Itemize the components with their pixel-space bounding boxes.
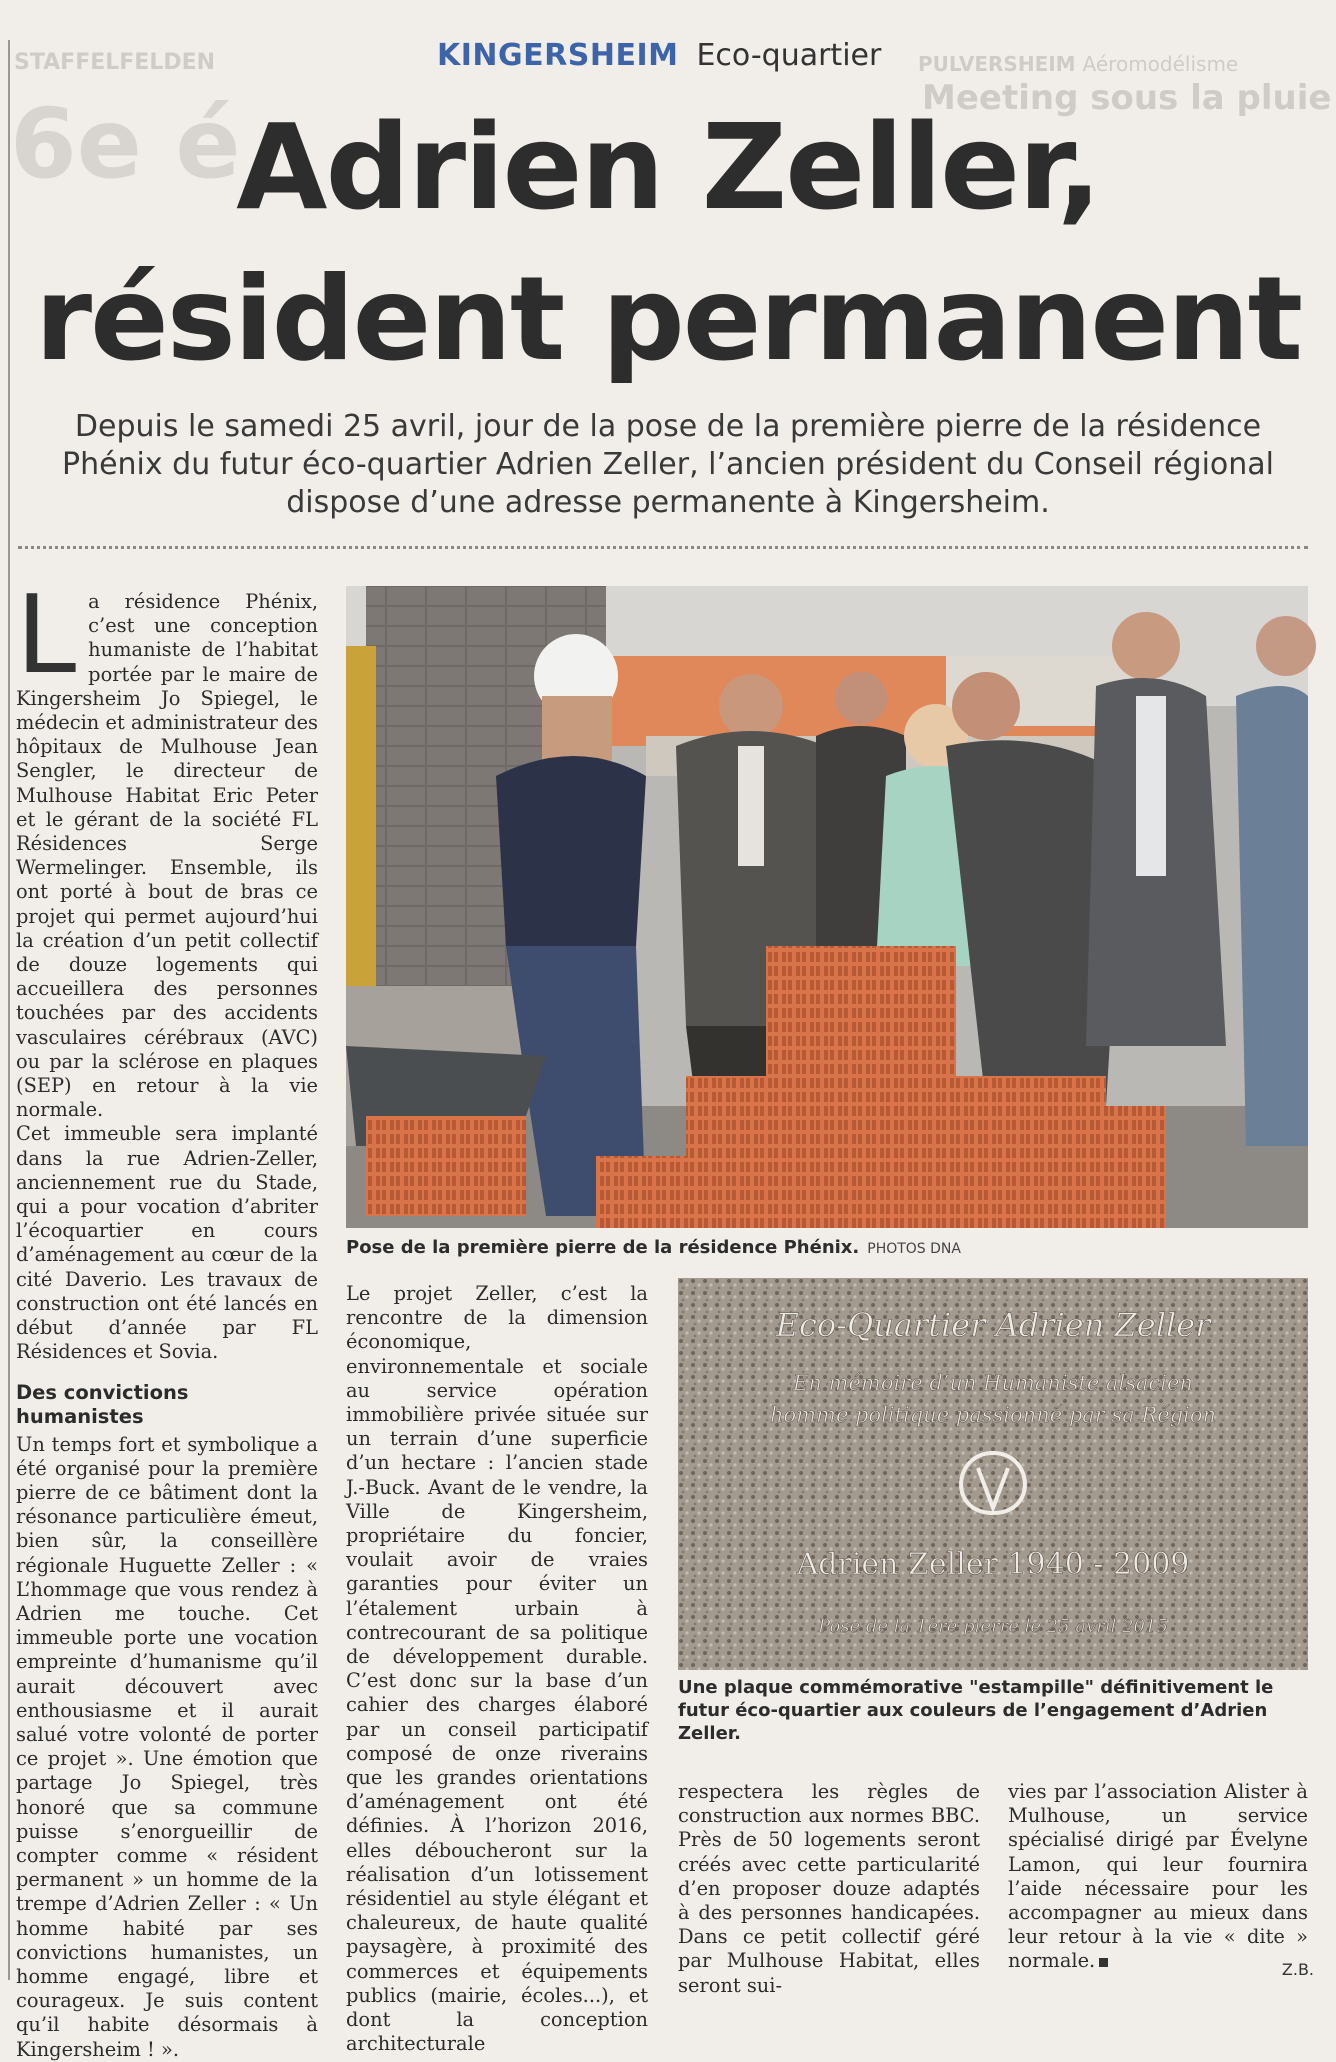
standfirst: Depuis le samedi 25 avril, jour de la pose de la première pierre de la résidence Phénix du futur éco-quartier Adrien Zeller, l’ancien président du Conseil régional dispose d’une adresse permanente à Kingersheim. [61,409,1274,520]
plaque-line-3: homme politique passionné par sa Région [769,1403,1217,1427]
paragraph-5: respectera les règles de construction aux normes BBC. Près de 50 logements seront créés avec cette particularité d’en proposer douze adaptés à des personnes handicapées. Dans ce petit collectif géré par Mulhouse Habitat, elles seront sui- [678,1780,980,1997]
paragraph-2: Cet immeuble sera implanté dans la rue Adrien-Zeller, anciennement rue du Stade, qui a pour vocation d’abriter l’écoquartier en cours d’aménagement au cœur de la cité Daverio. Les travaux de construction ont été lancés en début d’année par FL Résidences et Sovia. [16,1122,318,1364]
plaque-line-4: Adrien Zeller 1940 - 2009 [796,1547,1190,1582]
paragraph-4: Le projet Zeller, c’est la rencontre de la dimension économique, environnementale et sociale au service opération immobilière privée située sur un terrain d’une superficie d’un hectare : l’ancien stade J.-Buck. Avant de le vendre, la Ville de Kingersheim, propriétaire du foncier, voulait avoir de vraies garanties pour éviter un l’étalement urbain à contrecourant de sa politique de développement durable. C’est donc sur la base d’un cahier des charges élaboré par un conseil participatif composé de onze riverains que les grandes orientations d’aménagement ont été définies. À l’horizon 2016, elles déboucheront sur la réalisation d’un lotissement résidentiel au style élégant et chaleureux, de haute qualité paysagère, à proximité des commerces et équipements publics (mairie, écoles...), et dont la conception architecturale [346,1282,648,2056]
headline-line-2: résident permanent [34,252,1302,387]
neighbor-left-kicker: STAFFELFELDEN [14,50,216,75]
paragraph-3: Un temps fort et symbolique a été organisé pour la première pierre de ce bâtiment dont la résonance particulière émeut, bien sûr, la conseillère régionale Huguette Zeller : « L’hommage que vous rendez à Adrien me touche. Cet immeuble porte une vocation empreinte d’humanisme qu’il aurait découvert avec enthousiasme et il aurait salué votre volonté de porter ce projet ». Une émotion que partage Jo Spiegel, très honoré que sa commune puisse s’enorgueillir de compter comme « résident permanent » un homme de la trempe d’Adrien Zeller : « Un homme habité par ses convictions humanistes, un homme engagé, libre et courageux. Je suis content qu’il habite désormais à Kingersheim ! ». [16,1432,318,2061]
kicker-city: KINGERSHEIM [437,38,679,73]
neighbor-right-kicker [918,52,1328,76]
plaque-line-1: Eco-Quartier Adrien Zeller [775,1306,1211,1344]
plaque-caption-text: Une plaque commémorative "estampille" définitivement le futur éco-quartier aux couleurs de l’engagement d’Adrien Zeller. [678,1677,1274,1744]
paragraph-1: a résidence Phénix, c’est une conception humaniste de l’habitat portée par le maire de Kingersheim Jo Spiegel, le médecin et administrateur des hôpitaux de Mulhouse Jean Sengler, le directeur de Mulhouse Habitat Eric Peter et le gérant de la société FL Résidences Serge Wermelinger. Ensemble, ils ont porté à bout de bras ce projet qui permet aujourd’hui la création d’un petit collectif de douze logements qui accueillera des personnes touchées par des accidents vasculaires cérébraux (AVC) ou par la sclérose en plaques (SEP) en retour à la vie normale. [16,590,318,1122]
headline-line-1: Adrien Zeller, [236,98,1100,236]
plaque-photo [678,1278,1308,1670]
subheading: Des convictions humanistes [16,1380,189,1428]
section-kicker [437,38,881,73]
neighbor-right-kicker-rest: Aéromodélisme [1082,52,1239,76]
article-column-2 [346,1282,648,2057]
neighbor-right-title: Meeting sous la pluie [922,78,1332,118]
kicker-theme: Eco-quartier [696,38,882,73]
plaque-line-5: Pose de la 1ère pierre le 25 avril 2015 [818,1616,1168,1637]
article-column-3 [678,1780,980,1998]
plaque-line-2: En mémoire d’un Humaniste alsacien [793,1371,1193,1395]
photo-caption [346,1236,1308,1261]
paragraph-6: vies par l’association Alister à Mulhouse, un service spécialisé dirigé par Évelyne Lamon, qui leur fournira l’aide nécessaire pour les accompagner au mieux dans leur retour à la vie « dite » normale. [1008,1780,1308,1973]
dotted-separator [18,546,1308,549]
plaque-caption [678,1676,1308,1745]
article-column-1 [16,573,318,2062]
end-mark [1099,1958,1108,1967]
photo-caption-text: Pose de la première pierre de la résidence Phénix. [346,1237,860,1258]
construction-photo [346,586,1308,1228]
article-column-4 [1008,1780,1308,1974]
neighbor-right-kicker-city: PULVERSHEIM [918,52,1076,76]
neighbor-left-headline: 6e é [10,88,241,200]
photo-credit: PHOTOS DNA [867,1241,961,1257]
author-signature: Z.B. [1281,1960,1314,1979]
drop-cap: L [16,573,77,698]
